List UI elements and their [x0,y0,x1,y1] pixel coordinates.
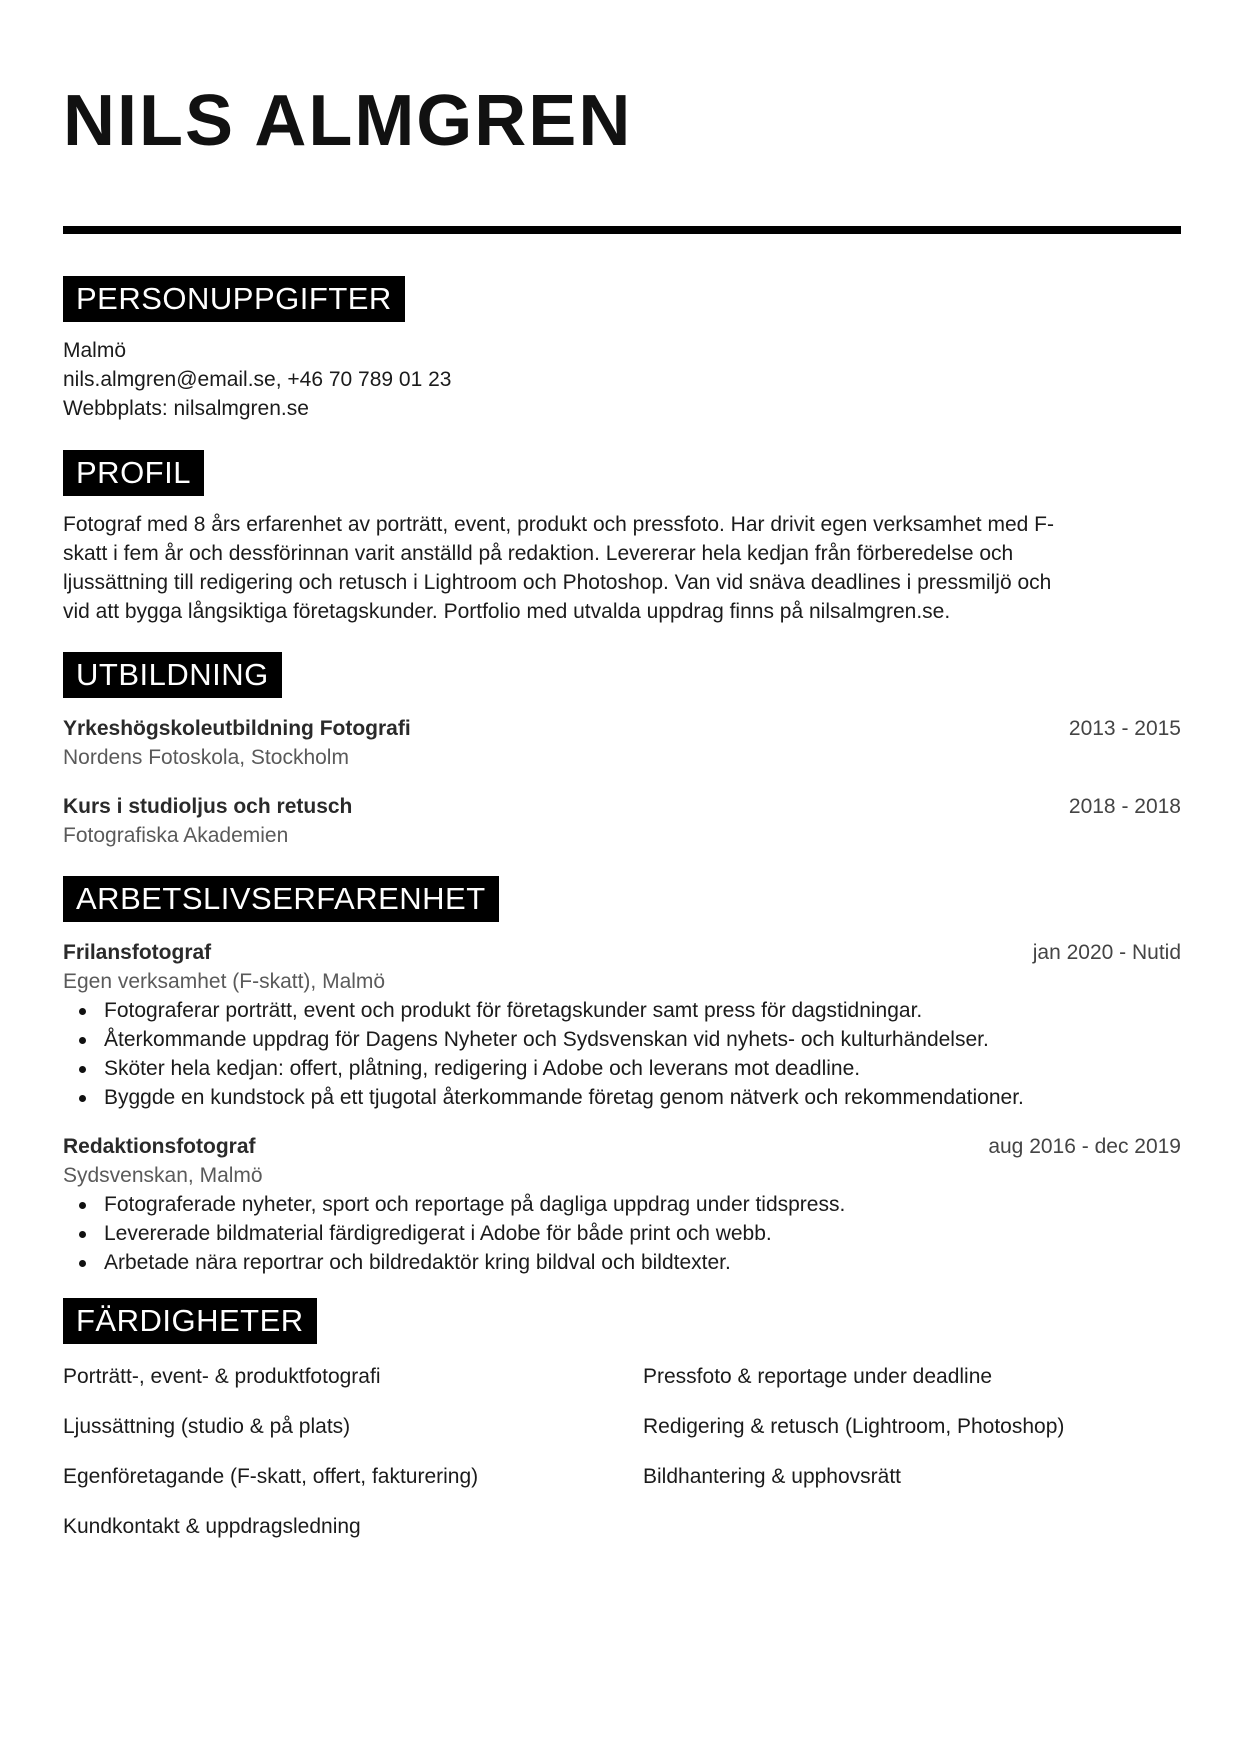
bullet-icon [79,1037,86,1044]
list-item [63,996,1181,1025]
section-title-experience: ARBETSLIVSERFARENHET [63,876,499,922]
list-item [63,1190,1181,1219]
section-skills [63,1298,1181,1541]
bullet-icon [79,1095,86,1102]
section-title-education: UTBILDNING [63,652,282,698]
experience-employer: Egen verksamhet (F-skatt), Malmö [63,970,386,993]
bullet-text: Återkommande uppdrag för Dagens Nyheter och Sydsvenskan vid nyhets- och kulturhändelser. [104,1028,989,1051]
bullet-text: Sköter hela kedjan: offert, plåtning, redigering i Adobe och leverans mot deadline. [104,1057,861,1080]
section-experience [63,876,1181,1277]
section-title-personal: PERSONUPPGIFTER [63,276,405,322]
list-item [63,1219,1181,1248]
section-title-skills: FÄRDIGHETER [63,1298,317,1344]
experience-role: Frilansfotograf [63,941,212,964]
skills-grid [63,1362,1181,1541]
personal-details [63,336,1181,423]
skill-item: Redigering & retusch (Lightroom, Photoshop) [643,1415,1065,1438]
bullet-icon [79,1008,86,1015]
education-entry [63,714,1181,772]
bullet-icon [79,1260,86,1267]
education-dates: 2018 - 2018 [1068,795,1181,818]
bullet-text: Arbetade nära reportrar och bildredaktör kring bildval och bildtexter. [104,1251,731,1274]
profile-text [63,510,1181,626]
skill-item: Ljussättning (studio & på plats) [63,1415,351,1438]
education-dates: 2013 - 2015 [1068,717,1181,740]
bullet-icon [79,1202,86,1209]
personal-contact: nils.almgren@email.se, +46 70 789 01 23 [63,368,452,391]
list-item [63,1054,1181,1083]
candidate-name: NILS ALMGREN [63,81,633,161]
list-item [63,1248,1181,1277]
education-school: Nordens Fotoskola, Stockholm [63,746,349,769]
section-education [63,652,1181,850]
bullet-text: Fotograferade nyheter, sport och reportage på dagliga uppdrag under tidspress. [104,1193,846,1216]
skill-item: Kundkontakt & uppdragsledning [63,1515,361,1538]
personal-website: Webbplats: nilsalmgren.se [63,397,309,420]
header-divider [63,226,1181,234]
experience-entry [63,1132,1181,1277]
experience-dates: jan 2020 - Nutid [1032,941,1181,964]
bullet-text: Byggde en kundstock på ett tjugotal återkommande företag genom nätverk och rekommendationer. [104,1086,1024,1109]
profile-line: skatt i fem år och dessförinnan varit anställd på redaktion. Levererar hela kedjan från förberedelse och [63,542,1014,565]
personal-city: Malmö [63,339,127,362]
profile-line: ljussättning till redigering och retusch i Lightroom och Photoshop. Van vid snäva deadlines i pressmiljö och [63,571,1052,594]
list-item [63,1025,1181,1054]
profile-line: Fotograf med 8 års erfarenhet av porträtt, event, produkt och pressfoto. Har drivit egen verksamhet med F- [63,513,1054,536]
bullet-icon [79,1066,86,1073]
skill-item: Bildhantering & upphovsrätt [643,1465,901,1488]
bullet-text: Levererade bildmaterial färdigredigerat i Adobe för både print och webb. [104,1222,772,1245]
skill-item: Egenföretagande (F-skatt, offert, fakturering) [63,1465,479,1488]
experience-role: Redaktionsfotograf [63,1135,256,1158]
bullet-icon [79,1231,86,1238]
bullet-text: Fotograferar porträtt, event och produkt för företagskunder samt press för dagstidningar. [104,999,923,1022]
education-degree: Yrkeshögskoleutbildning Fotografi [63,717,411,740]
experience-bullets [63,1190,1181,1277]
skill-item: Porträtt-, event- & produktfotografi [63,1365,381,1388]
experience-entry [63,938,1181,1112]
experience-bullets [63,996,1181,1112]
education-entry [63,792,1181,850]
section-profile [63,450,1181,626]
experience-employer: Sydsvenskan, Malmö [63,1164,263,1187]
profile-line: vid att bygga långsiktiga företagskunder. Portfolio med utvalda uppdrag finns på nilsalmgren.se. [63,600,951,623]
education-degree: Kurs i studioljus och retusch [63,795,353,818]
education-school: Fotografiska Akademien [63,824,289,847]
experience-dates: aug 2016 - dec 2019 [988,1135,1181,1158]
list-item [63,1083,1181,1112]
section-title-profile: PROFIL [63,450,204,496]
section-personal [63,276,1181,423]
skill-item: Pressfoto & reportage under deadline [643,1365,993,1388]
